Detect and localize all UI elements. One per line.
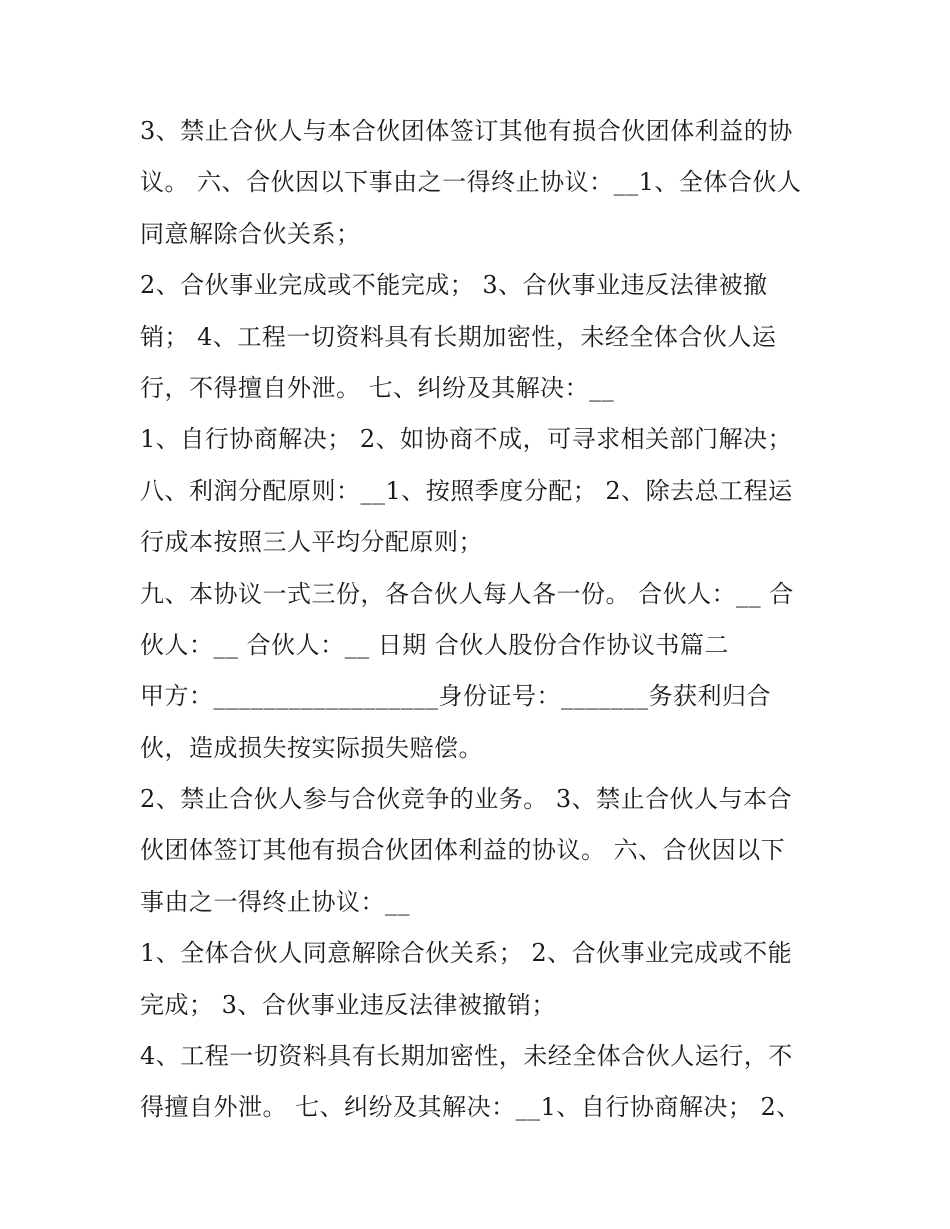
text-line: 3、禁止合伙人与本合伙团体签订其他有损合伙团体利益的协 [140,117,793,145]
text-line: 伙团体签订其他有损合伙团体利益的协议。 六、合伙因以下 [140,836,786,865]
text-line: 4、工程一切资料具有长期加密性，未经全体合伙人运行，不 [140,1042,793,1071]
text-line: 八、利润分配原则：__1、按照季度分配； 2、除去总工程运 [140,476,793,505]
text-line: 伙人：__ 合伙人：__ 日期 合伙人股份合作协议书篇二 [140,630,729,659]
text-line: 行，不得擅自外泄。 七、纠纷及其解决：__ [140,373,615,402]
text-line: 议。 六、合伙因以下事由之一得终止协议：__1、全体合伙人 [140,168,802,197]
text-line: 1、全体合伙人同意解除合伙关系； 2、合伙事业完成或不能 [140,939,793,968]
text-line: 甲方：__________________身份证号：_______务获利归合 [140,682,771,711]
text-line: 销； 4、工程一切资料具有长期加密性，未经全体合伙人运 [140,322,777,351]
text-line: 九、本协议一式三份，各合伙人每人各一份。 合伙人：__ 合 [140,579,794,608]
text-line: 2、禁止合伙人参与合伙竞争的业务。 3、禁止合伙人与本合 [140,785,793,814]
text-line: 同意解除合伙关系； [140,219,361,248]
text-line: 完成； 3、合伙事业违反法律被撤销； [140,990,556,1019]
text-line: 事由之一得终止协议：__ [140,887,410,916]
text-line: 伙，造成损失按实际损失赔偿。 [140,733,483,762]
text-line: 得擅自外泄。 七、纠纷及其解决：__1、自行协商解决； 2、 [140,1093,801,1122]
text-line: 行成本按照三人平均分配原则； [140,528,483,557]
document-body [140,106,820,1134]
text-line: 1、自行协商解决； 2、如协商不成，可寻求相关部门解决； [140,425,793,454]
text-line: 2、合伙事业完成或不能完成； 3、合伙事业违反法律被撤 [140,271,768,300]
